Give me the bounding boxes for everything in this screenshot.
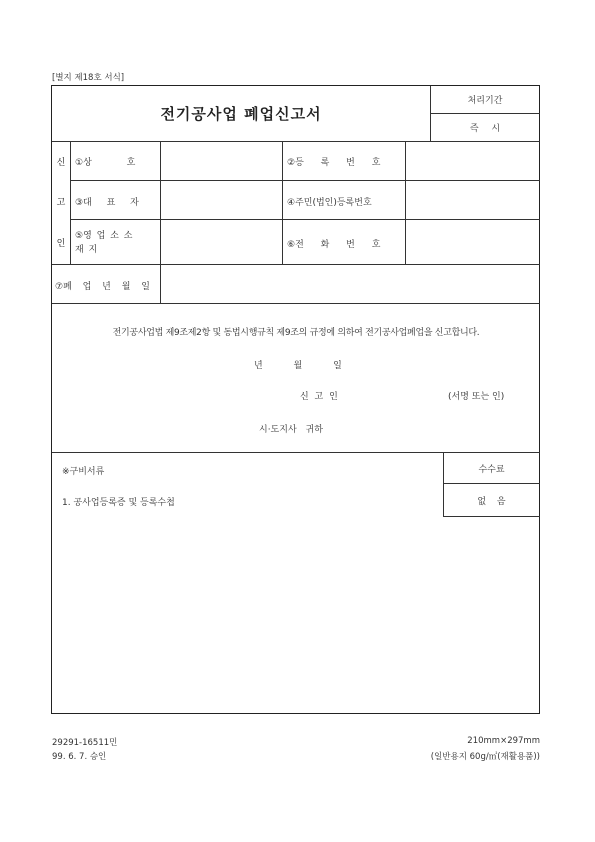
resident-registration-field[interactable] [406, 181, 539, 219]
divider [52, 303, 540, 304]
business-address-field[interactable] [161, 220, 281, 264]
registration-number-label: ②등 록 번 호 [287, 158, 381, 168]
processing-period-value: 즉 시 [469, 124, 501, 134]
form-title: 전기공사업 폐업신고서 [160, 105, 322, 123]
paper-spec: (일반용지 60g/㎡(재활용품)) [430, 752, 540, 762]
declaration-statement: 전기공사업법 제9조제2항 및 동법시행규칙 제9조의 규정에 의하여 전기공사업폐업을 신고합니다. [112, 328, 480, 338]
phone-number-label: ⑥전 화 번 호 [287, 240, 381, 250]
processing-period-label: 처리기간 [467, 96, 503, 106]
recipient: 시·도지사 귀하 [259, 425, 323, 435]
divider [282, 141, 283, 264]
fee-value: 없 음 [477, 496, 506, 507]
phone-number-field[interactable] [406, 220, 539, 264]
registration-number-field[interactable] [406, 142, 539, 180]
approval-date: 99. 6. 7. 승인 [52, 752, 107, 762]
resident-registration-label: ④주민(법인)등록번호 [287, 198, 372, 208]
closure-date-field[interactable] [161, 265, 539, 303]
applicant-label-char: 인 [56, 239, 66, 249]
signature-note: (서명 또는 인) [448, 392, 505, 402]
representative-field[interactable] [161, 181, 281, 219]
business-name-field[interactable] [161, 142, 281, 180]
applicant-label-char: 고 [56, 198, 66, 208]
business-name-label: ①상 호 [75, 158, 136, 168]
form-code: 29291-16511민 [52, 738, 118, 748]
business-address-label: ⑤영 업 소 소 재 지 [75, 231, 133, 255]
paper-size: 210mm×297mm [467, 736, 540, 746]
divider [70, 141, 71, 264]
representative-label: ③대 표 자 [75, 198, 139, 208]
applicant-line: 신 고 인 [300, 392, 338, 402]
divider [443, 516, 540, 517]
closure-date-label: ⑦폐 업 년 월 일 [55, 282, 150, 292]
date-line: 년 월 일 [254, 361, 342, 371]
fee-label: 수수료 [478, 464, 505, 475]
applicant-label-char: 신 [56, 158, 66, 168]
form-number-label: [별지 제18호 서식] [52, 73, 125, 83]
documents-header: ※구비서류 [62, 467, 105, 477]
documents-item: 1. 공사업등록증 및 등록수첩 [62, 498, 175, 508]
